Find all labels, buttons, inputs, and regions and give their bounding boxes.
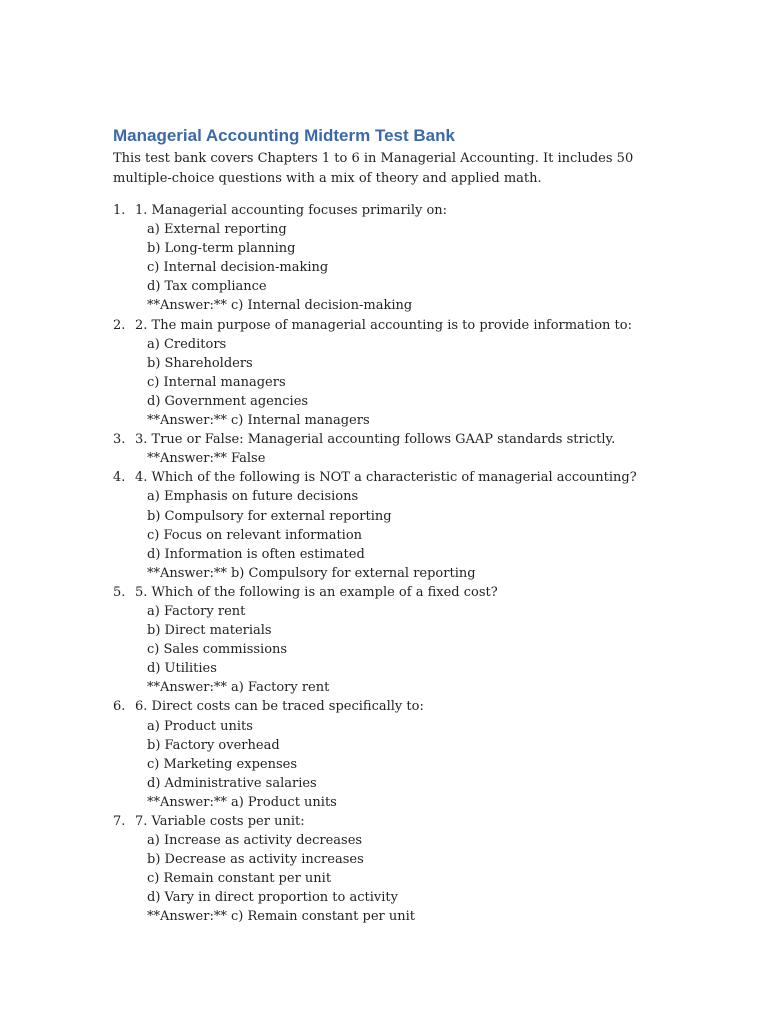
answer-option: d) Tax compliance (147, 279, 267, 295)
question-number: 3. (113, 432, 126, 448)
intro-paragraph: This test bank covers Chapters 1 to 6 in Managerial Accounting. It includes 50 multiple-choice questions with a mix of theory and applied math. (113, 151, 634, 186)
answer-option: a) Product units (147, 718, 253, 734)
correct-answer: **Answer:** b) Compulsory for external reporting (147, 565, 476, 581)
answer-option: b) Direct materials (147, 623, 272, 639)
document-title: Managerial Accounting Midterm Test Bank (113, 126, 455, 145)
answer-option: b) Compulsory for external reporting (147, 508, 392, 524)
question-number: 7. (113, 814, 126, 829)
question-number: 4. (113, 470, 126, 486)
answer-option: b) Decrease as activity increases (147, 852, 364, 868)
question-number: 5. (113, 584, 126, 600)
correct-answer: **Answer:** a) Factory rent (147, 680, 330, 696)
question-item (0, 468, 768, 583)
answer-option: c) Internal managers (147, 374, 286, 390)
answer-option: c) Remain constant per unit (147, 871, 332, 887)
question-text: 5. Which of the following is an example of a fixed cost? (135, 584, 498, 600)
answer-option: d) Utilities (147, 661, 217, 677)
answer-option: d) Government agencies (147, 393, 309, 409)
answer-option: d) Administrative salaries (147, 775, 317, 791)
correct-answer: **Answer:** c) Internal managers (147, 413, 370, 429)
question-text: 4. Which of the following is NOT a characteristic of managerial accounting? (135, 470, 637, 486)
answer-option: c) Sales commissions (147, 642, 288, 658)
answer-option: a) External reporting (147, 222, 287, 238)
answer-option: c) Marketing expenses (147, 756, 297, 772)
answer-option: b) Shareholders (147, 355, 253, 371)
question-text: 3. True or False: Managerial accounting follows GAAP standards strictly. (135, 432, 616, 448)
question-item (0, 430, 768, 468)
question-item (0, 812, 768, 927)
correct-answer: **Answer:** c) Remain constant per unit (147, 909, 416, 925)
answer-option: b) Long-term planning (147, 241, 296, 257)
question-item (0, 583, 768, 698)
question-number: 2. (113, 317, 126, 333)
question-text: 2. The main purpose of managerial accounting is to provide information to: (135, 317, 632, 333)
answer-option: d) Vary in direct proportion to activity (147, 890, 398, 906)
question-text: 7. Variable costs per unit: (135, 814, 305, 829)
question-item (0, 316, 768, 431)
question-number: 1. (113, 203, 126, 218)
correct-answer: **Answer:** c) Internal decision-making (147, 298, 413, 314)
question-list (0, 201, 768, 927)
answer-option: b) Factory overhead (147, 737, 280, 753)
question-item (0, 201, 768, 316)
question-text: 1. Managerial accounting focuses primarily on: (135, 203, 448, 218)
answer-option: a) Creditors (147, 336, 227, 352)
answer-option: a) Increase as activity decreases (147, 833, 363, 849)
question-text: 6. Direct costs can be traced specifically to: (135, 699, 424, 715)
answer-option: a) Factory rent (147, 603, 246, 619)
question-number: 6. (113, 699, 126, 715)
answer-option: d) Information is often estimated (147, 546, 365, 562)
answer-option: c) Internal decision-making (147, 260, 329, 276)
answer-option: c) Focus on relevant information (147, 527, 363, 543)
correct-answer: **Answer:** a) Product units (147, 794, 337, 810)
correct-answer: **Answer:** False (147, 451, 266, 467)
answer-option: a) Emphasis on future decisions (147, 489, 359, 505)
question-item (0, 697, 768, 812)
